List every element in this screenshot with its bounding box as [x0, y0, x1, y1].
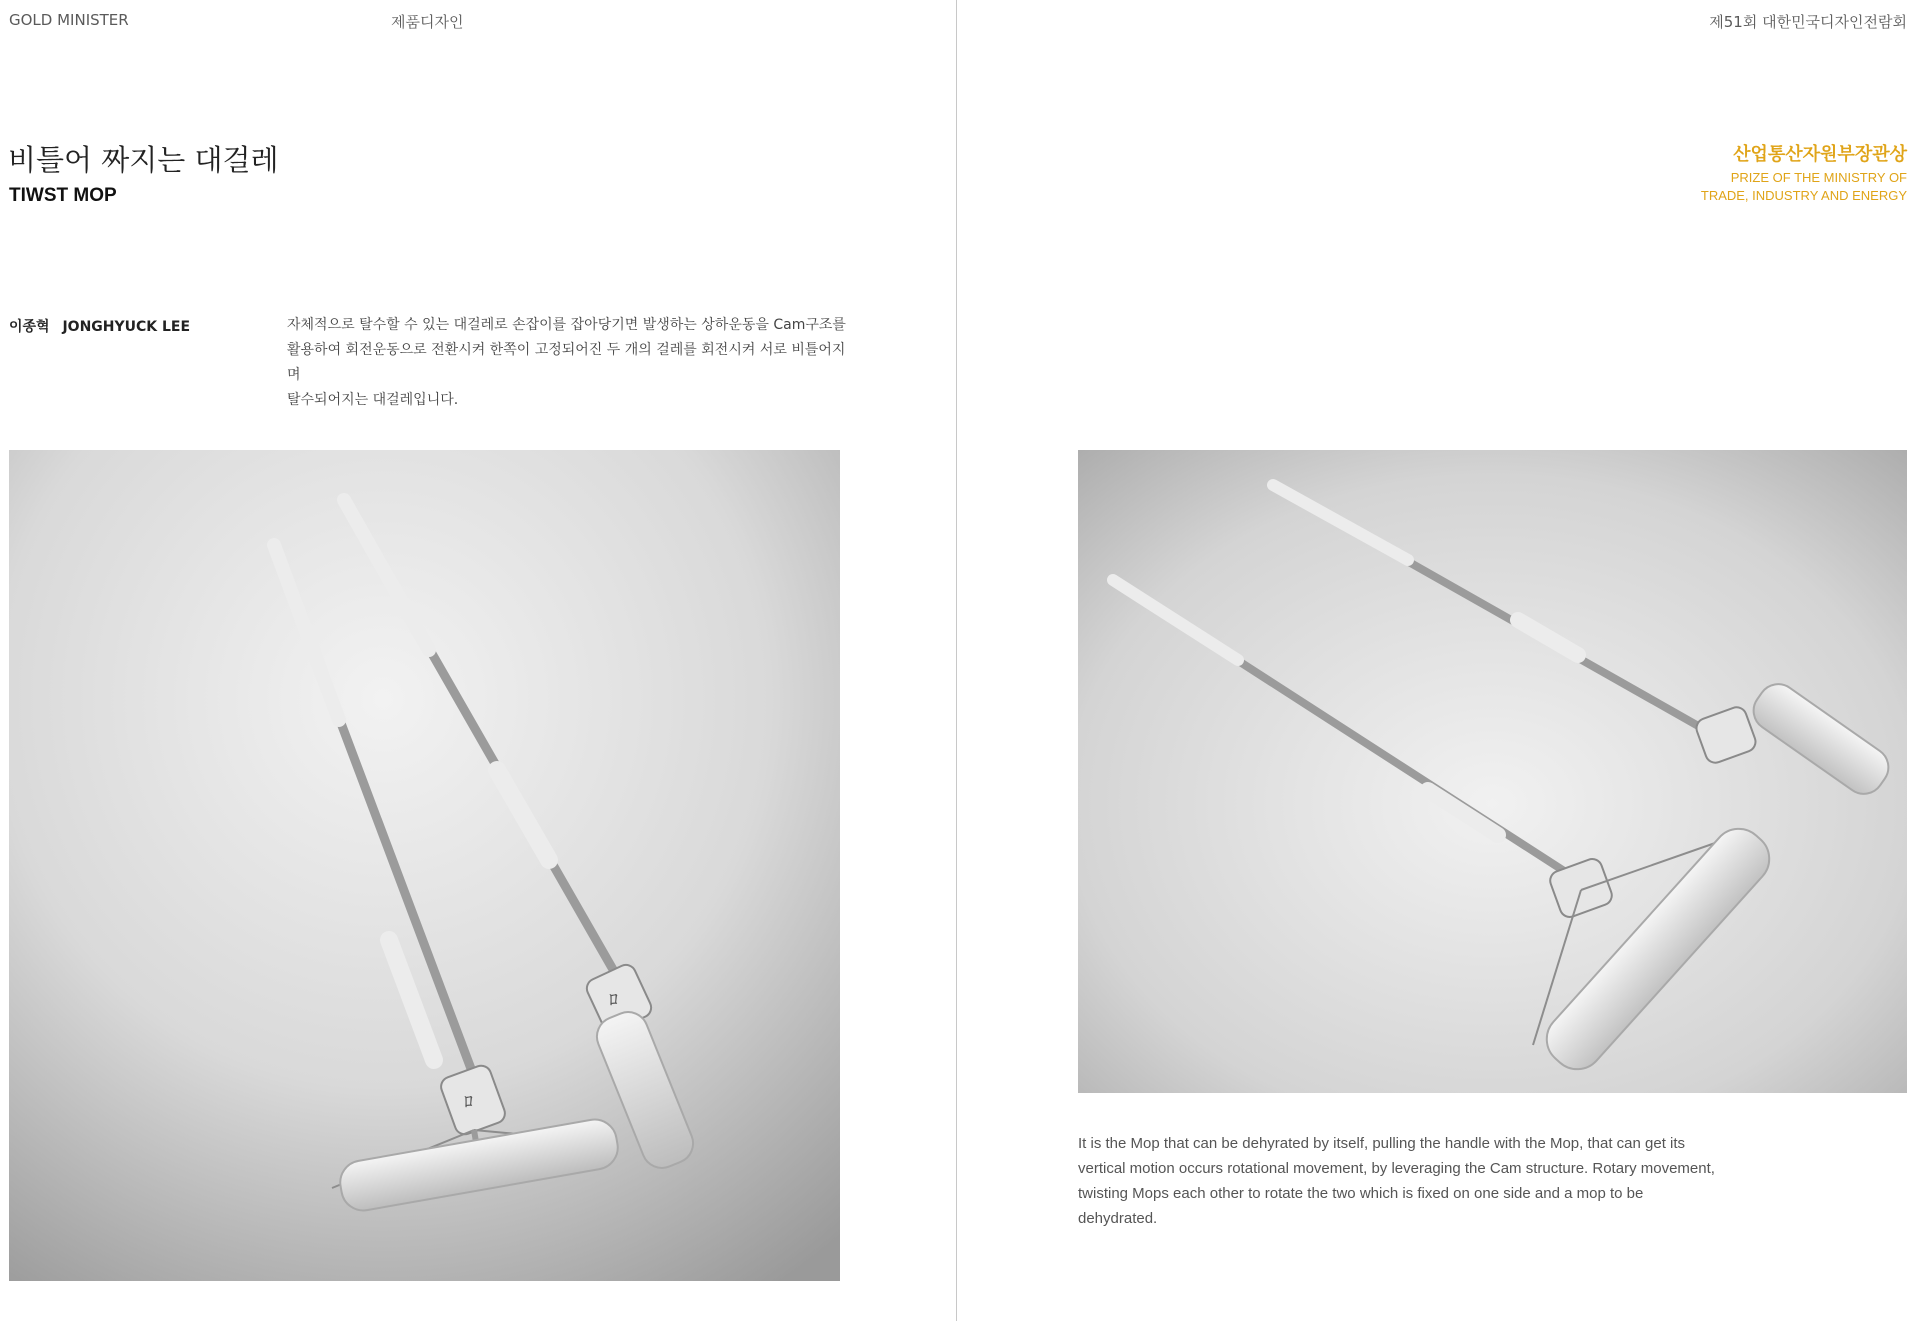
product-title-ko: 비틀어 짜지는 대걸레	[8, 143, 279, 177]
category-label: 제품디자인	[391, 13, 464, 31]
award-title-en-line: TRADE, INDUSTRY AND ENERGY	[1700, 188, 1907, 203]
description-en	[1078, 1131, 1798, 1231]
product-photo-lying	[1078, 450, 1907, 1093]
exhibition-label: 제51회 대한민국디자인전람회	[1709, 13, 1907, 31]
description-en-line: twisting Mops each other to rotate the two which is fixed on one side and a mop to be	[1078, 1185, 1644, 1202]
description-ko	[287, 313, 847, 413]
designer-name-en: JONGHYUCK LEE	[62, 319, 191, 335]
mop-lying-illustration	[1078, 450, 1907, 1093]
svg-text:ﾛ: ﾛ	[464, 1092, 473, 1113]
section-label: GOLD MINISTER	[9, 11, 129, 29]
page-divider	[956, 0, 957, 1321]
award-title-en	[1701, 169, 1907, 205]
designer-credit	[9, 316, 190, 336]
description-en-line: vertical motion occurs rotational movement, by leveraging the Cam structure. Rotary movement,	[1078, 1160, 1715, 1177]
product-photo-upright	[9, 450, 840, 1281]
description-en-line: It is the Mop that can be dehyrated by itself, pulling the handle with the Mop, that can get its	[1078, 1135, 1686, 1152]
product-title-en: TIWST MOP	[9, 185, 117, 206]
designer-name-ko: 이종혁	[9, 319, 50, 335]
svg-text:ﾛ: ﾛ	[609, 990, 618, 1011]
mop-upright-illustration	[9, 450, 840, 1281]
award-title-ko: 산업통산자원부장관상	[1733, 144, 1907, 165]
description-ko-line: 자체적으로 탈수할 수 있는 대걸레로 손잡이를 잡아당기면 발생하는 상하운동을 Cam구조를	[287, 317, 846, 333]
description-ko-line: 탈수되어지는 대걸레입니다.	[287, 392, 459, 408]
description-en-line: dehydrated.	[1078, 1210, 1158, 1227]
award-title-en-line: PRIZE OF THE MINISTRY OF	[1730, 170, 1907, 185]
description-ko-line: 활용하여 회전운동으로 전환시켜 한쪽이 고정되어진 두 개의 걸레를 회전시켜 서로 비틀어지며	[287, 342, 846, 383]
